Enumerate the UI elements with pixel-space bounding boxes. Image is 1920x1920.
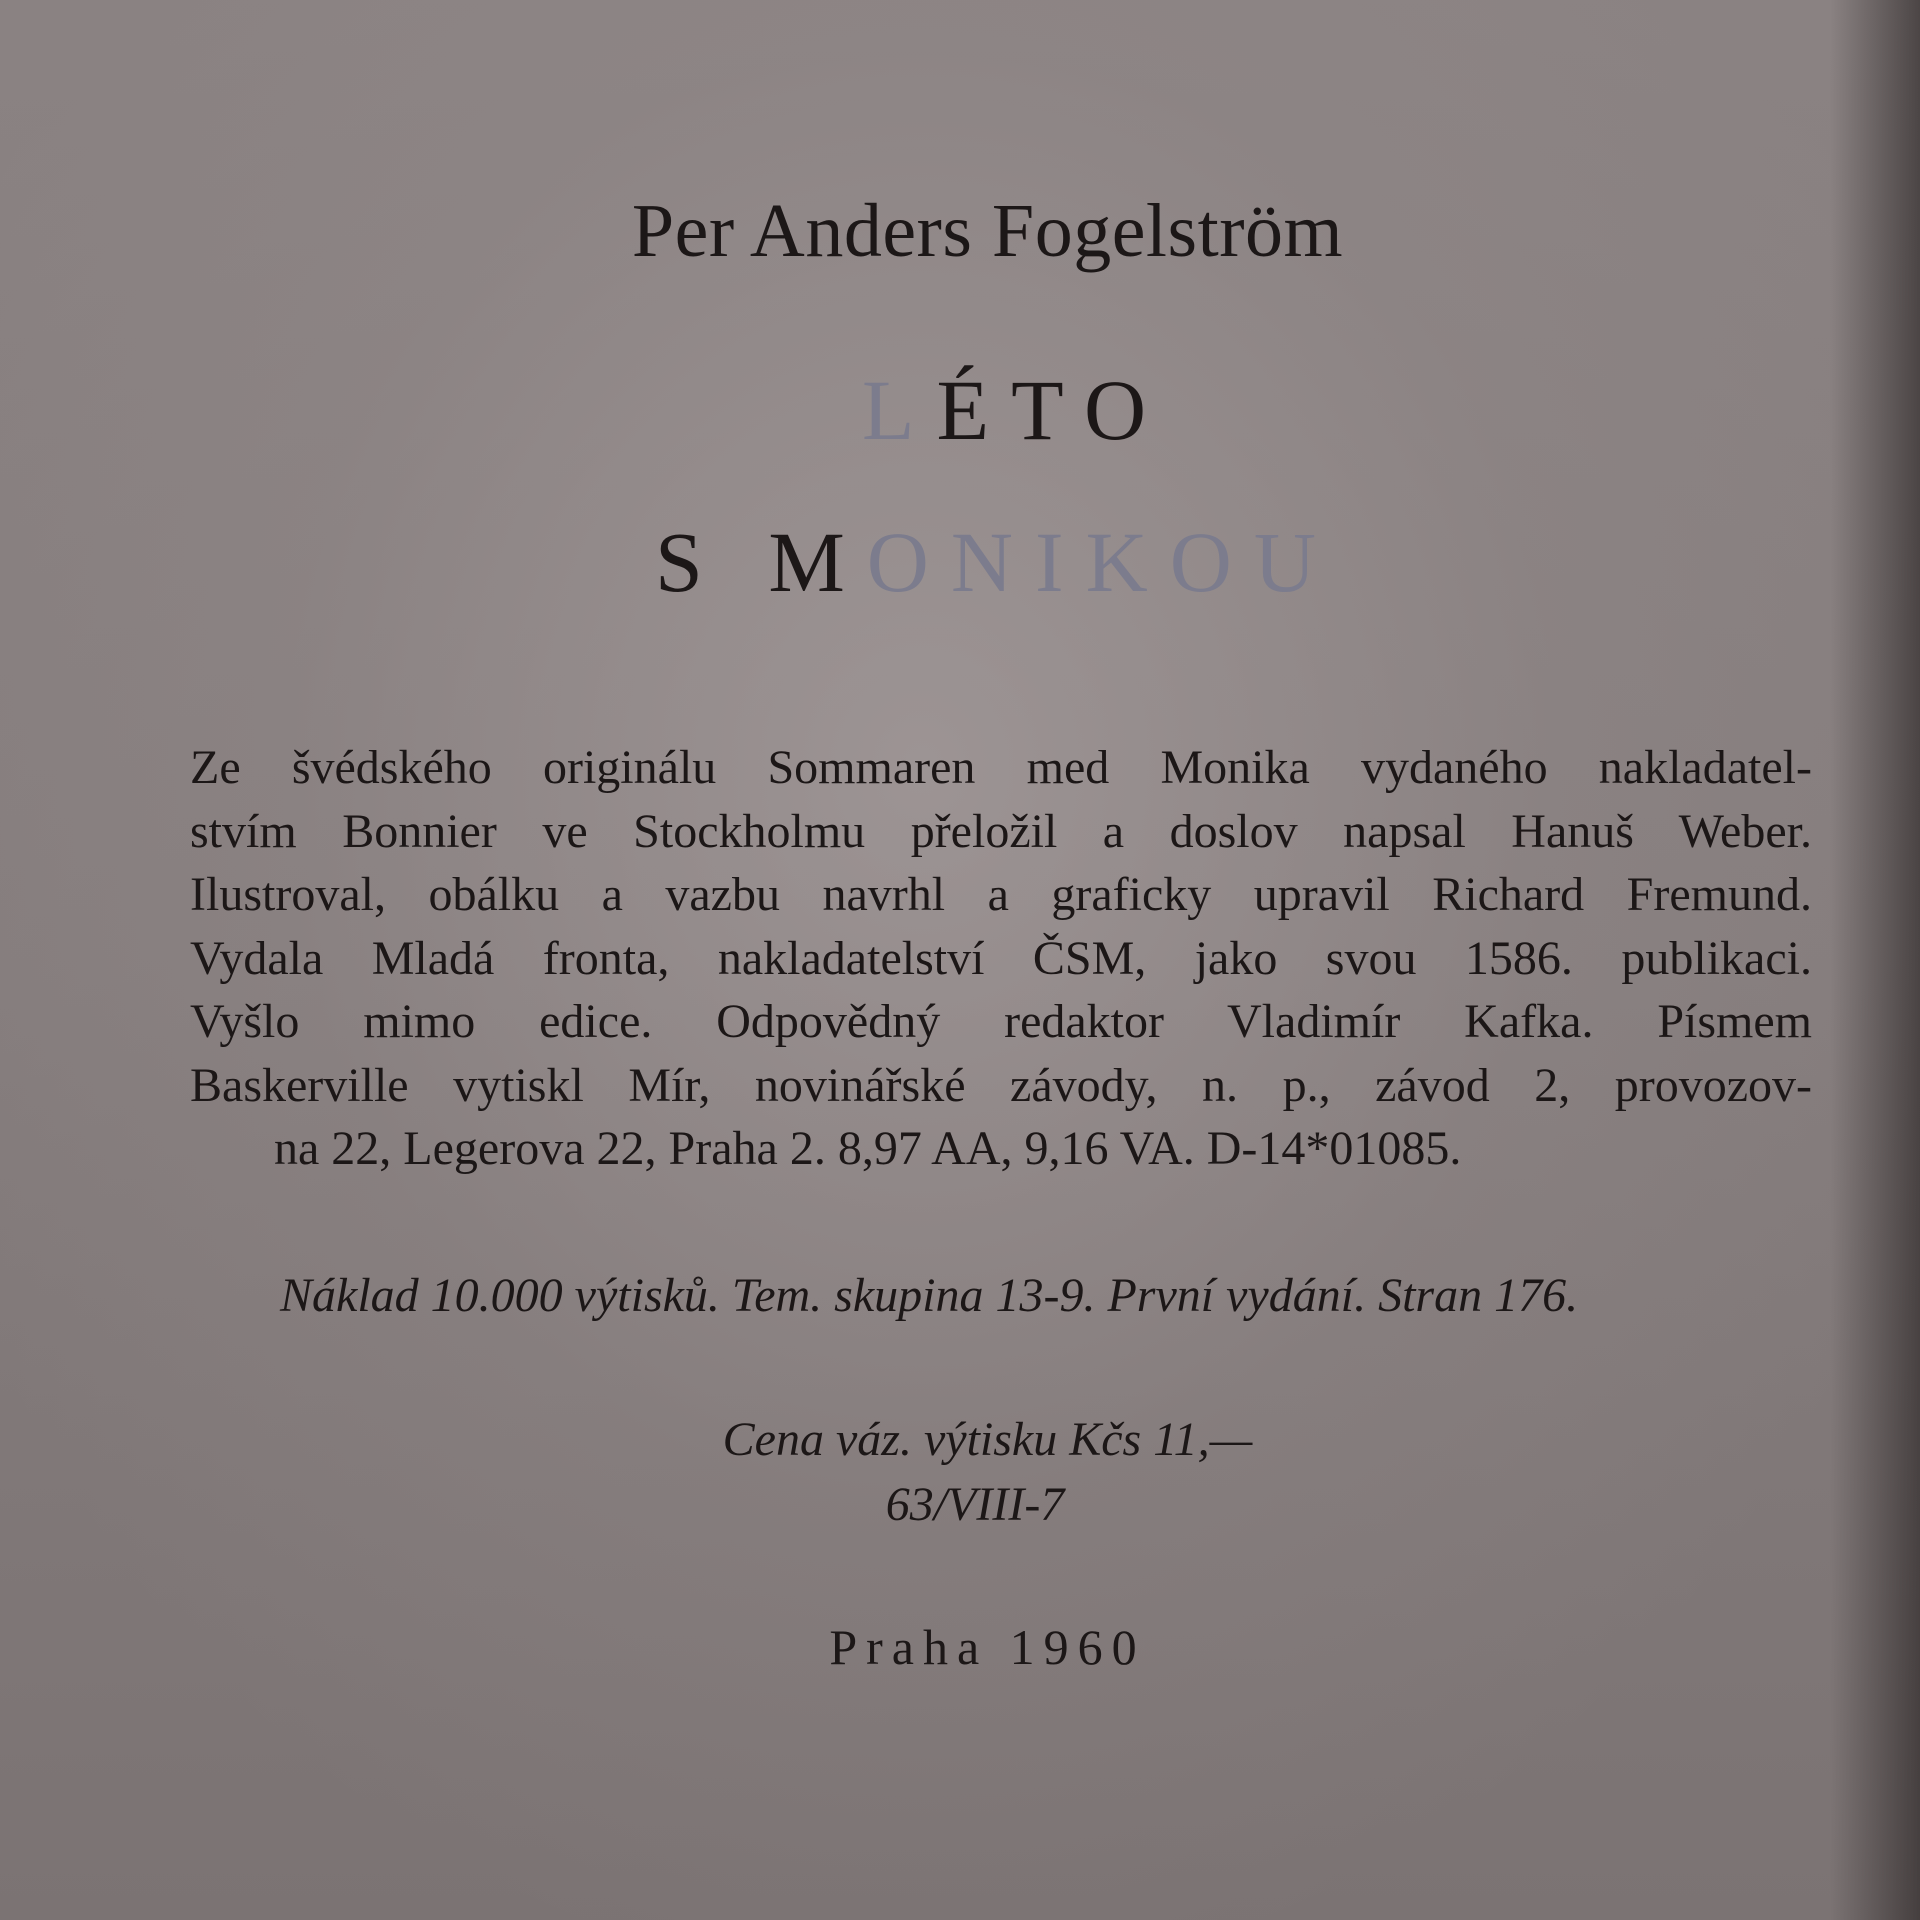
author-name: Per Anders Fogelström <box>631 189 1344 273</box>
title-text: S M <box>655 514 867 610</box>
title-faded-letters: ONIKOU <box>866 514 1338 610</box>
place-and-year: Praha 1960 <box>829 1619 1146 1675</box>
catalog-code: 63/VIII-7 <box>885 1478 1065 1531</box>
title-text: ÉTO <box>936 362 1169 458</box>
colophon-line: Vydala Mladá fronta, nakladatelství ČSM, jako svou 1586. publikaci. <box>190 931 1812 985</box>
colophon-line: Ze švédského originálu Sommaren med Monika vydaného nakladatel- <box>190 741 1812 794</box>
print-run-info: Náklad 10.000 výtisků. Tem. skupina 13-9. První vydání. Stran 176. <box>280 1269 1579 1322</box>
colophon-line: na 22, Legerova 22, Praha 2. 8,97 AA, 9,16 VA. D-14*01085. <box>274 1122 1462 1175</box>
book-title-line-2 <box>655 512 1338 612</box>
colophon-line: stvím Bonnier ve Stockholmu přeložil a doslov napsal Hanuš Weber. <box>190 804 1812 858</box>
colophon-line: Vyšlo mimo edice. Odpovědný redaktor Vladimír Kafka. Písmem <box>190 995 1812 1048</box>
title-faded-letter: L <box>862 362 937 458</box>
colophon-line: Baskerville vytiskl Mír, novinářské závody, n. p., závod 2, provozov- <box>190 1058 1812 1112</box>
book-title-line-1 <box>862 360 1168 460</box>
price-line: Cena váz. výtisku Kčs 11,— <box>722 1413 1253 1466</box>
colophon-paragraph <box>190 736 1812 1181</box>
colophon-line: Ilustroval, obálku a vazbu navrhl a graficky upravil Richard Fremund. <box>190 868 1812 921</box>
